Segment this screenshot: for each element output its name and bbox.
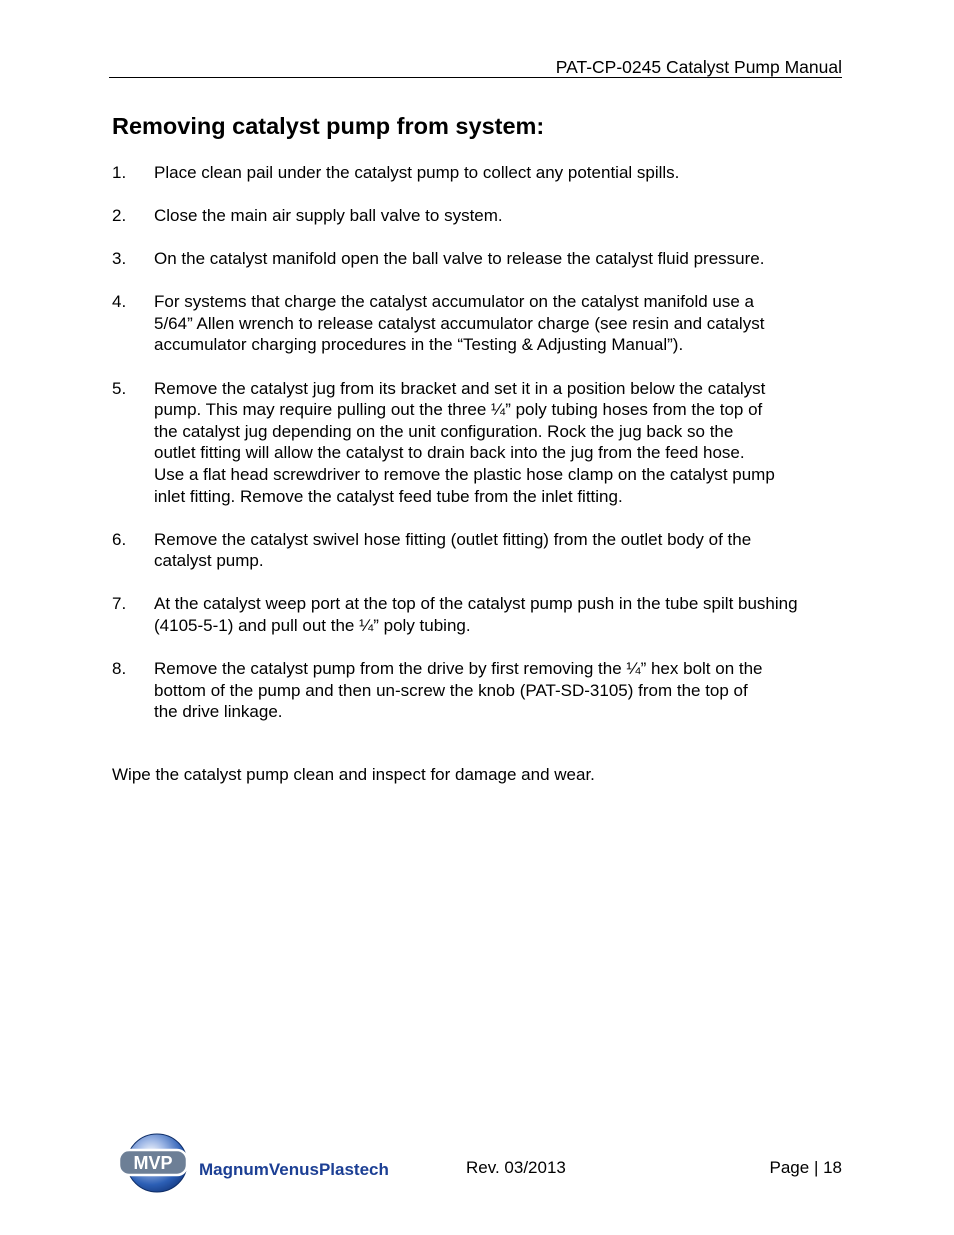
- step-text-line: At the catalyst weep port at the top of the catalyst pump push in the tube spilt bushing: [154, 594, 798, 614]
- mvp-badge-text: MVP: [133, 1153, 173, 1173]
- step-number: 5.: [112, 378, 127, 398]
- step-text: [154, 205, 872, 227]
- page-number: Page | 18: [769, 1158, 842, 1177]
- step-number: 7.: [112, 594, 127, 614]
- step-number: 6.: [112, 529, 127, 549]
- step-text-line: On the catalyst manifold open the ball valve to release the catalyst fluid pressure.: [154, 249, 765, 269]
- step-number: 4.: [112, 292, 127, 312]
- step-text: [154, 529, 872, 572]
- magnum-venus-plastech-logo: [113, 1133, 403, 1195]
- step-text-line: Close the main air supply ball valve to system.: [154, 206, 503, 226]
- procedure-step: [112, 529, 872, 572]
- step-text: [154, 248, 872, 270]
- procedure-step: [112, 593, 872, 636]
- document-header-title: PAT-CP-0245 Catalyst Pump Manual: [555, 57, 842, 77]
- procedure-step: [112, 378, 872, 508]
- step-text: [154, 658, 872, 723]
- procedure-step: [112, 291, 872, 356]
- step-text: [154, 162, 872, 184]
- step-text-line: (4105-5-1) and pull out the ¼” poly tubing.: [154, 615, 471, 635]
- step-text: [154, 378, 872, 508]
- step-number: 3.: [112, 249, 127, 269]
- step-text-line: Remove the catalyst jug from its bracket and set it in a position below the catalyst: [154, 378, 766, 398]
- procedure-step: [112, 658, 872, 723]
- header-divider: [109, 77, 842, 78]
- step-number: 8.: [112, 659, 127, 678]
- procedure-step: [112, 205, 872, 227]
- section-heading: Removing catalyst pump from system:: [112, 113, 545, 139]
- step-text-line: For systems that charge the catalyst accumulator on the catalyst manifold use a: [154, 292, 755, 312]
- step-text: [154, 593, 872, 636]
- step-text: [154, 291, 872, 356]
- procedure-step: [112, 162, 872, 184]
- revision-date: Rev. 03/2013: [466, 1158, 566, 1177]
- step-text-line: Use a flat head screwdriver to remove the plastic hose clamp on the catalyst pump: [154, 464, 775, 484]
- step-text-line: catalyst pump.: [154, 551, 264, 571]
- step-number: 2.: [112, 206, 127, 226]
- step-text-line: Remove the catalyst swivel hose fitting (outlet fitting) from the outlet body of the: [154, 529, 752, 549]
- procedure-step: [112, 248, 872, 270]
- step-text-line: pump. This may require pulling out the three ¼” poly tubing hoses from the top of: [154, 400, 763, 420]
- closing-instruction: Wipe the catalyst pump clean and inspect for damage and wear.: [112, 765, 595, 784]
- step-text-line: outlet fitting will allow the catalyst to drain back into the jug from the feed hose.: [154, 443, 745, 463]
- company-wordmark: MagnumVenusPlastech: [199, 1160, 389, 1179]
- step-text-line: 5/64” Allen wrench to release catalyst accumulator charge (see resin and catalyst: [154, 313, 765, 333]
- step-number: 1.: [112, 163, 127, 182]
- step-text-line: inlet fitting. Remove the catalyst feed tube from the inlet fitting.: [154, 486, 623, 506]
- step-text-line: the catalyst jug depending on the unit configuration. Rock the jug back so the: [154, 421, 734, 441]
- step-text-line: Place clean pail under the catalyst pump to collect any potential spills.: [154, 163, 680, 182]
- procedure-steps-list: [112, 162, 872, 744]
- step-text-line: Remove the catalyst pump from the drive by first removing the ¼” hex bolt on the: [154, 659, 763, 678]
- step-text-line: bottom of the pump and then un-screw the knob (PAT-SD-3105) from the top of: [154, 680, 748, 700]
- step-text-line: the drive linkage.: [154, 702, 283, 722]
- step-text-line: accumulator charging procedures in the “Testing & Adjusting Manual”).: [154, 335, 684, 355]
